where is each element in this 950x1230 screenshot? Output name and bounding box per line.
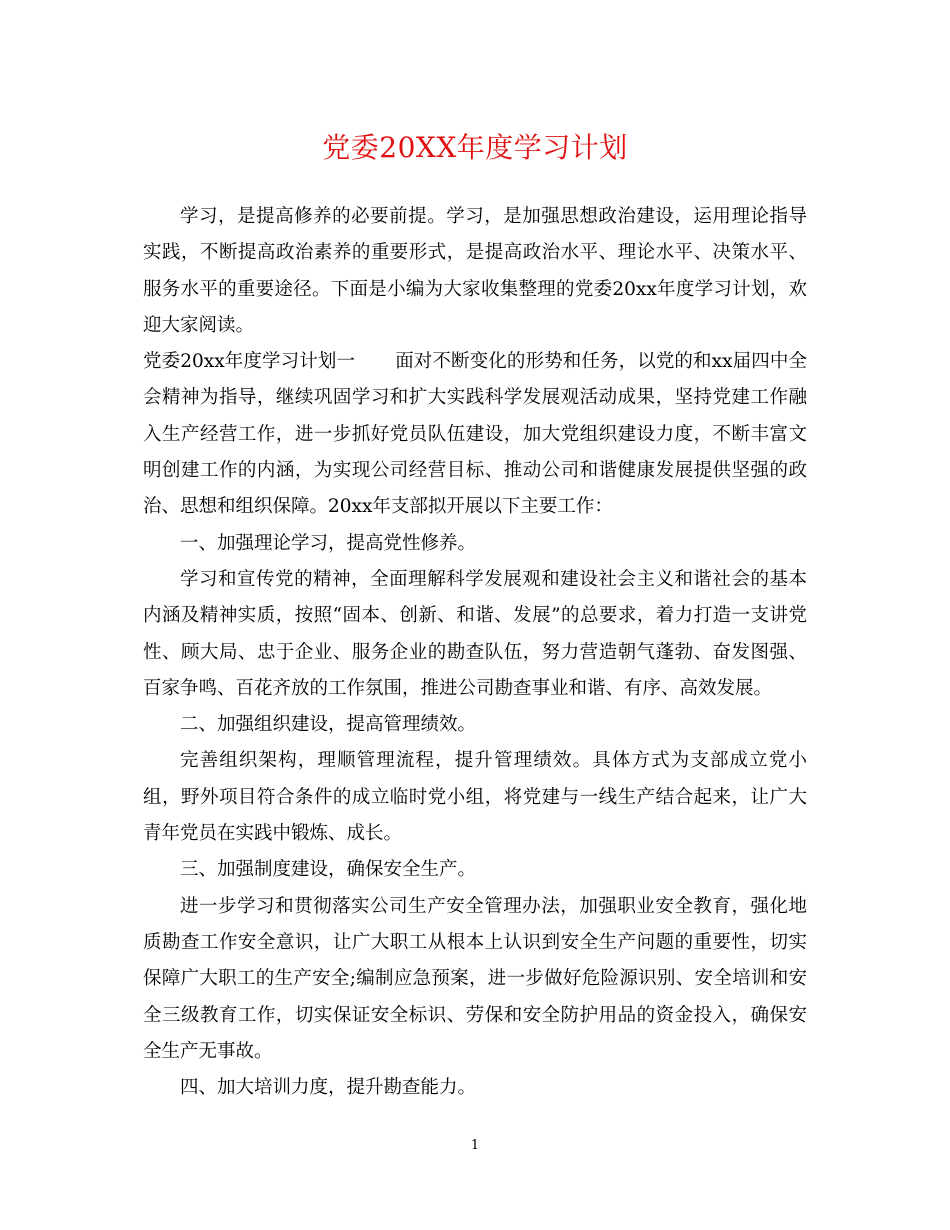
plan-heading: 党委20xx年度学习计划一 bbox=[143, 351, 356, 373]
section-heading-4: 四、加大培训力度，提升勘查能力。 bbox=[180, 1077, 477, 1099]
plan-paragraph bbox=[143, 344, 807, 525]
document-title: 党委20XX年度学习计划 bbox=[322, 131, 628, 164]
section-heading-1: 一、加强理论学习，提高党性修养。 bbox=[180, 532, 477, 554]
section-heading-3: 三、加强制度建设，确保安全生产。 bbox=[180, 859, 477, 881]
section-body-3: 进一步学习和贯彻落实公司生产安全管理办法，加强职业安全教育，强化地质勘查工作安全意识，让广大职工从根本上认识到安全生产问题的重要性，切实保障广大职工的生产安全;编制应急预案，进一步做好危险源识别、安全培训和安全三级教育工作，切实保证安全标识、劳保和安全防护用品的资金投入，确保安全生产无事故。 bbox=[143, 895, 807, 1062]
page-number: 1 bbox=[470, 1138, 480, 1153]
section-body-1: 学习和宣传党的精神，全面理解科学发展观和建设社会主义和谐社会的基本内涵及精神实质，按照“固本、创新、和谐、发展”的总要求，着力打造一支讲党性、顾大局、忠于企业、服务企业的勘查队伍，努力营造朝气蓬勃、奋发图强、百家争鸣、百花齐放的工作氛围，推进公司勘查事业和谐、有序、高效发展。 bbox=[143, 568, 807, 699]
section-heading-2: 二、加强组织建设，提高管理绩效。 bbox=[180, 714, 477, 736]
section-body-2: 完善组织架构，理顺管理流程，提升管理绩效。具体方式为支部成立党小组，野外项目符合条件的成立临时党小组，将党建与一线生产结合起来，让广大青年党员在实践中锻炼、成长。 bbox=[143, 750, 807, 845]
plan-intro: 面对不断变化的形势和任务，以党的和xx届四中全会精神为指导，继续巩固学习和扩大实践科学发展观活动成果，坚持党建工作融入生产经营工作，进一步抓好党员队伍建设，加大党组织建设力度，不断丰富文明创建工作的内涵，为实现公司经营目标、推动公司和谐健康发展提供坚强的政治、思想和组织保障。20xx年支部拟开展以下主要工作： bbox=[143, 351, 807, 518]
intro-paragraph: 学习，是提高修养的必要前提。学习，是加强思想政治建设，运用理论指导实践，不断提高政治素养的重要形式，是提高政治水平、理论水平、决策水平、服务水平的重要途径。下面是小编为大家收集整理的党委20xx年度学习计划，欢迎大家阅读。 bbox=[143, 206, 807, 336]
document-body bbox=[143, 199, 807, 1106]
